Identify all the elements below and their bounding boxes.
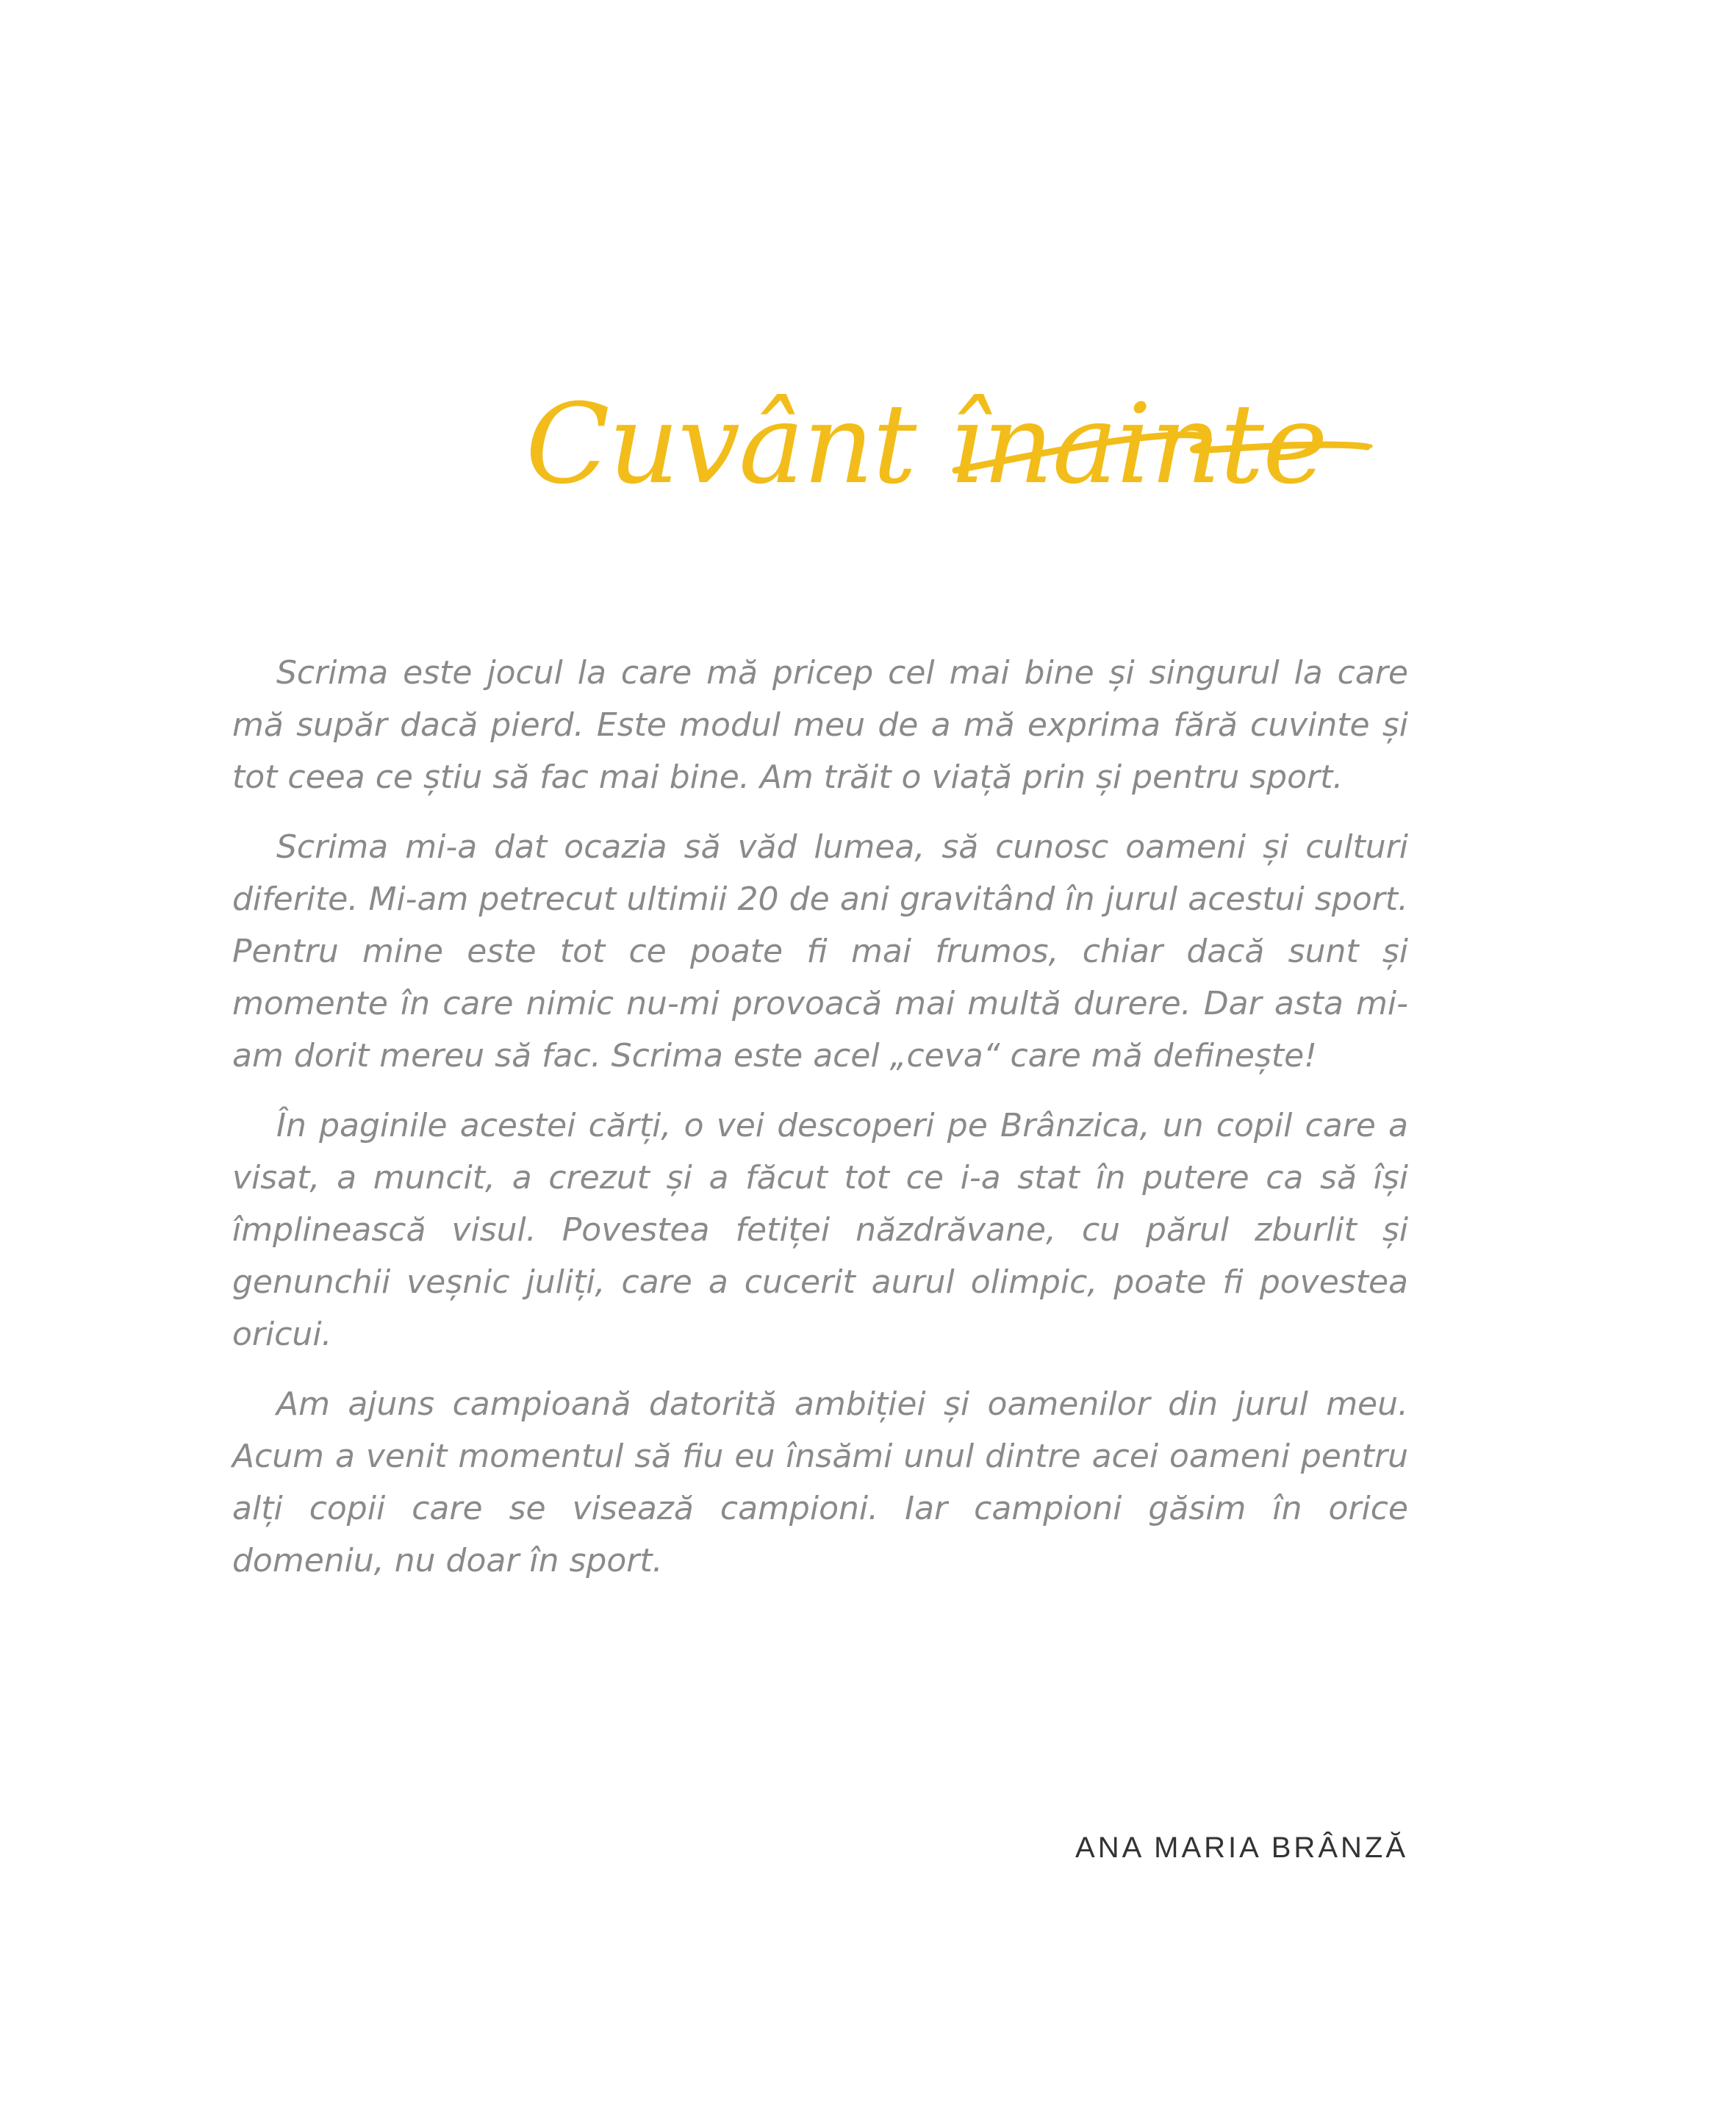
author-signature: ANA MARIA BRÂNZĂ — [1075, 1832, 1408, 1864]
chapter-heading — [514, 367, 1396, 551]
body-text — [232, 647, 1408, 1604]
paragraph-1: Scrima este jocul la care mă pricep cel mai bine și singurul la care mă supăr dacă pierd. Este modul meu de a mă exprima fără cuvinte și tot ceea ce știu să fac mai bine. Am trăit o viață prin și pentru sport. — [232, 654, 1408, 796]
paragraph-3: În paginile acestei cărți, o vei descoperi pe Brânzica, un copil care a visat, a muncit, a crezut și a făcut tot ce i-a stat în putere ca să își împlinească visul. Povestea fetiței năzdrăvane, cu părul zburlit și genunchii veșnic juliți, care a cucerit aurul olimpic, poate fi povestea oricui. — [232, 1107, 1408, 1353]
paragraph-4: Am ajuns campioană datorită ambiției și oamenilor din jurul meu. Acum a venit momentul să fiu eu însămi unul dintre acei oameni pentru alți copii care se visează campioni. Iar campioni găsim în orice domeniu, nu doar în sport. — [232, 1385, 1408, 1579]
chapter-title: Cuvânt înainte — [526, 381, 1327, 509]
paragraph-2: Scrima mi-a dat ocazia să văd lumea, să cunosc oameni și culturi diferite. Mi-am petrecut ultimii 20 de ani gravitând în jurul acestui sport. Pentru mine este tot ce poate fi mai frumos, chiar dacă sunt și momente în care nimic nu-mi provoacă mai multă durere. Dar asta mi-am dorit mereu să fac. Scrima este acel „ceva“ care mă definește! — [232, 828, 1408, 1075]
